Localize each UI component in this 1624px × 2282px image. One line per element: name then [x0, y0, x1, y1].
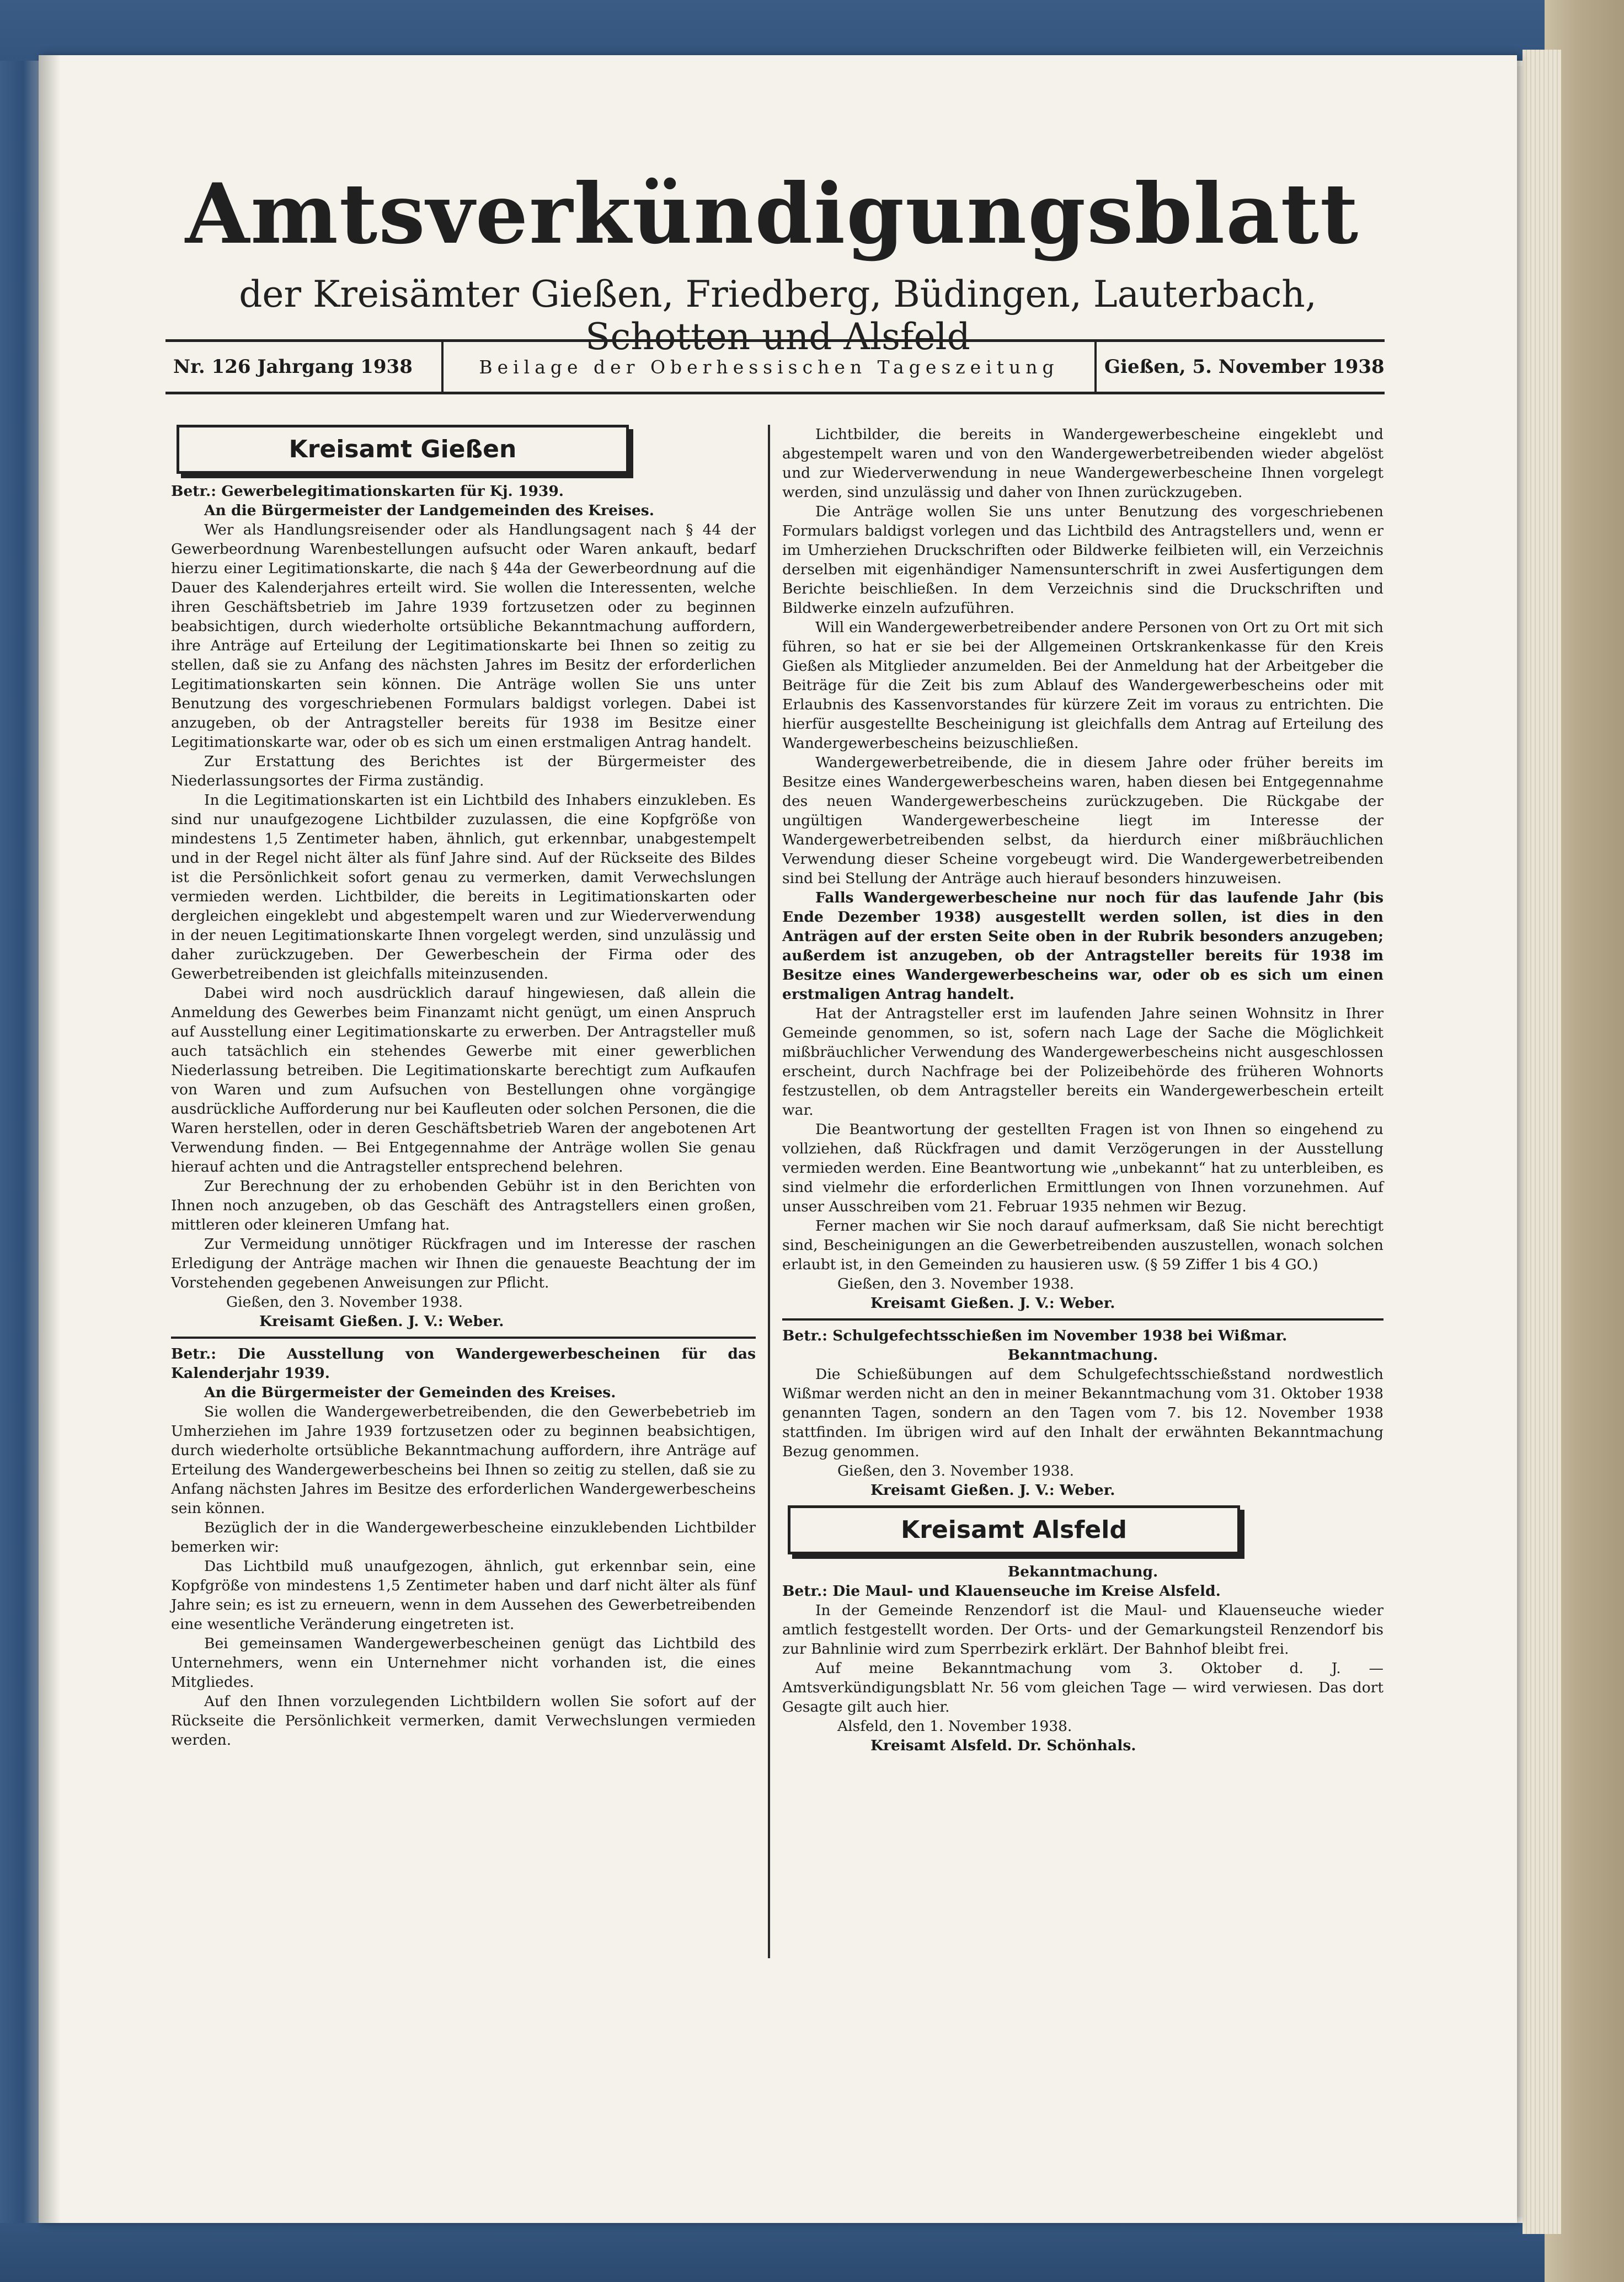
article-subject: Betr.: Schulgefechtsschießen im November 1938 bei Wißmar.	[782, 1327, 1288, 1344]
article-paragraph: Will ein Wandergewerbetreibender andere Personen von Ort zu Ort mit sich führen, so hat er sie bei der Allgemeinen Ortskrankenkasse für den Kreis Gießen als Mitglieder anzumelden. Bei der Anmeldung hat der Arbeitgeber die Beiträge für die Zeit bis zum Ablauf des Wandergewerbescheins oder mit Erlaubnis des Kassenvorstandes für kürzere Zeit im voraus zu entrichten. Die hierfür ausgestellte Bescheinigung ist gleichfalls dem Antrag auf Erteilung des Wandergewerbescheins beizuschließen.	[782, 619, 1383, 752]
article-signature: Kreisamt Gießen. J. V.: Weber.	[259, 1313, 504, 1330]
article-paragraph: Auf meine Bekanntmachung vom 3. Oktober d. J. — Amtsverkündigungsblatt Nr. 56 vom gleichen Tage — wird verwiesen. Das dort Gesagte gilt auch hier.	[782, 1660, 1383, 1715]
masthead-subtitle: der Kreisämter Gießen, Friedberg, Büdingen, Lauterbach, Schotten und Alsfeld	[239, 273, 1317, 358]
section-header-alsfeld: Kreisamt Alsfeld	[788, 1505, 1240, 1554]
article-heading: Bekanntmachung.	[1007, 1346, 1158, 1364]
section-header-giessen: Kreisamt Gießen	[177, 425, 629, 474]
article-date: Alsfeld, den 1. November 1938.	[837, 1718, 1072, 1735]
article-paragraph: Die Beantwortung der gestellten Fragen ist von Ihnen so eingehend zu vollziehen, daß Rückfragen und damit Verzögerungen in der Ausstellung vermieden werden. Eine Beantwortung wie „unbekannt“ hat zu unterbleiben, es sind vielmehr die erforderlichen Ermittlungen von Ihnen vorzunehmen. Auf unser Ausschreiben vom 21. Februar 1935 nehmen wir Bezug.	[782, 1121, 1383, 1215]
article-paragraph: Wandergewerbetreibende, die in diesem Jahre oder früher bereits im Besitze eines Wandergewerbescheins waren, haben diesen bei Entgegennahme des neuen Wandergewerbescheins zurückzugeben. Die Rückgabe der ungültigen Wandergewerbescheine liegt im Interesse der Wandergewerbetreibenden selbst, da hierdurch einer mißbräuchlichen Verwendung dieser Scheine vorgebeugt wird. Die Wandergewerbetreibenden sind bei Stellung der Anträge auch hierauf besonders hinzuweisen.	[782, 754, 1383, 887]
supplement-note: Beilage der Oberhessischen Tageszeitung	[479, 356, 1059, 378]
article-paragraph: Lichtbilder, die bereits in Wandergewerbescheine eingeklebt und abgestempelt waren und von den Wandergewerbetreibenden wieder abgelöst und zur Wiederverwendung in neue Wandergewerbescheine Ihnen vorgelegt werden, sind unzulässig und daher von Ihnen zurückzugeben.	[782, 426, 1383, 501]
article-paragraph: Wer als Handlungsreisender oder als Handlungsagent nach § 44 der Gewerbeordnung Warenbestellungen aufsucht oder Waren ankauft, bedarf hierzu einer Legitimationskarte, die nach § 44a der Gewerbeordnung auf die Dauer des Kalenderjahres erteilt wird. Sie wollen die Interessenten, welche ihren Geschäftsbetrieb im Jahre 1939 fortzusetzen oder zu beginnen beabsichtigen, durch wiederholte ortsübliche Bekanntmachung auffordern, ihre Anträge auf Erteilung der Legitimationskarte bei Ihnen so zeitig zu stellen, daß sie zu Anfang des nächsten Jahres im Besitz der erforderlichen Legitimationskarten sein können. Die Anträge wollen Sie uns unter Benutzung des vorgeschriebenen Formulars baldigst vorlegen. Dabei ist anzugeben, ob der Antragsteller bereits für 1938 im Besitze einer Legitimationskarte war, oder ob es sich um einen erstmaligen Antrag handelt.	[171, 521, 756, 751]
article-paragraph: Zur Erstattung des Berichtes ist der Bürgermeister des Niederlassungsortes der Firma zuständig.	[171, 753, 756, 789]
article-paragraph: Die Anträge wollen Sie uns unter Benutzung des vorgeschriebenen Formulars baldigst vorlegen und das Lichtbild des Antragstellers und, wenn er im Umherziehen Druckschriften oder Bildwerke feilbieten will, ein Verzeichnis derselben mit eigenhändiger Namensunterschrift in zwei Ausfertigungen dem Berichte beischließen. In dem Verzeichnis sind die Druckschriften und Bildwerke einzeln aufzuführen.	[782, 503, 1383, 617]
article-date: Gießen, den 3. November 1938.	[837, 1275, 1074, 1292]
article-signature: Kreisamt Alsfeld. Dr. Schönhals.	[870, 1737, 1136, 1754]
book-cover-bottom	[0, 2223, 1624, 2282]
page-edges	[1522, 50, 1561, 2234]
article-subject: Betr.: Die Ausstellung von Wandergewerbescheinen für das Kalenderjahr 1939.	[171, 1345, 756, 1382]
article-paragraph: Auf den Ihnen vorzulegenden Lichtbildern wollen Sie sofort auf der Rückseite die Persönlichkeit vermerken, damit Verwechslungen vermieden werden.	[171, 1693, 756, 1749]
article-addressee: An die Bürgermeister der Gemeinden des Kreises.	[204, 1384, 616, 1401]
article-heading: Bekanntmachung.	[1007, 1563, 1158, 1580]
article-rule	[171, 1337, 756, 1339]
article-paragraph: In der Gemeinde Renzendorf ist die Maul- und Klauenseuche wieder amtlich festgestellt worden. Der Orts- und der Gemarkungsteil Renzendorf bis zur Bahnlinie wird zum Sperrbezirk erklärt. Der Bahnhof bleibt frei.	[782, 1602, 1383, 1658]
article-paragraph: In die Legitimationskarten ist ein Lichtbild des Inhabers einzukleben. Es sind nur unaufgezogene Lichtbilder zuzulassen, die eine Kopfgröße von mindestens 1,5 Zentimeter haben, ähnlich, gut erkennbar, unabgestempelt und in der Regel nicht älter als fünf Jahre sind. Auf der Rückseite des Bildes ist die Persönlichkeit sofort genau zu vermerken, damit Verwechslungen vermieden werden. Lichtbilder, die bereits in Legitimationskarten oder dergleichen eingeklebt und abgestempelt waren und zur Wiederverwendung in der neuen Legitimationskarte Ihnen vorgelegt werden, sind unzulässig und daher zurückzugeben. Der Gewerbeschein der Firma oder des Gewerbetreibenden ist gleichfalls miteinzusenden.	[171, 792, 756, 982]
article-paragraph: Ferner machen wir Sie noch darauf aufmerksam, daß Sie nicht berechtigt sind, Bescheinigungen an die Gewerbetreibenden auszustellen, wonach solchen erlaubt ist, in den Gemeinden zu hausieren usw. (§ 59 Ziffer 1 bis 4 GO.)	[782, 1217, 1383, 1273]
column-divider	[768, 425, 770, 1958]
article-paragraph: Zur Berechnung der zu erhobenden Gebühr ist in den Berichten von Ihnen noch anzugeben, ob das Geschäft des Antragstellers einen großen, mittleren oder kleineren Umfang hat.	[171, 1178, 756, 1233]
article-paragraph: Falls Wandergewerbescheine nur noch für das laufende Jahr (bis Ende Dezember 1938) ausgestellt werden sollen, ist dies in den Anträgen auf der ersten Seite oben in der Rubrik besonders anzugeben; außerdem ist anzugeben, ob der Antragsteller bereits für 1938 im Besitze eines Wandergewerbescheins war, oder ob es sich um einen erstmaligen Antrag handelt.	[782, 889, 1383, 1003]
gutter-shadow	[39, 55, 61, 2223]
article-addressee: An die Bürgermeister der Landgemeinden des Kreises.	[204, 502, 654, 519]
article-signature: Kreisamt Gießen. J. V.: Weber.	[870, 1295, 1115, 1312]
article-date: Gießen, den 3. November 1938.	[837, 1462, 1074, 1479]
article-signature: Kreisamt Gießen. J. V.: Weber.	[870, 1482, 1115, 1499]
book-binding-left	[0, 0, 39, 2282]
article-paragraph: Bei gemeinsamen Wandergewerbescheinen genügt das Lichtbild des Unternehmers, wenn ein Unternehmer nicht vorhanden ist, die eines Mitgliedes.	[171, 1635, 756, 1691]
article-paragraph: Dabei wird noch ausdrücklich darauf hingewiesen, daß allein die Anmeldung des Gewerbes beim Finanzamt nicht genügt, um einen Anspruch auf Ausstellung einer Legitimationskarte zu erwerben. Der Antragsteller muß auch tatsächlich ein stehendes Gewerbe mit einer gewerblichen Niederlassung betreiben. Die Legitimationskarte berechtigt zum Aufkaufen von Waren und zum Aufsuchen von Bestellungen ohne vorgängige ausdrückliche Aufforderung nur bei Kaufleuten oder solchen Personen, die die Waren herstellen, oder in deren Geschäftsbetrieb Waren der angebotenen Art Verwendung finden. — Bei Entgegennahme der Anträge wollen Sie genau hierauf achten und die Antragsteller entsprechend belehren.	[171, 985, 756, 1175]
right-column	[782, 425, 1383, 1755]
book-cover-top	[0, 0, 1624, 61]
masthead-title: Amtsverkündigungsblatt	[185, 165, 1360, 263]
left-column	[171, 425, 756, 1750]
issue-number: Nr. 126 Jahrgang 1938	[173, 356, 413, 378]
article-paragraph: Sie wollen die Wandergewerbetreibenden, die den Gewerbebetrieb im Umherziehen im Jahre 1939 fortzusetzen oder zu beginnen beabsichtigen, durch wiederholte ortsübliche Bekanntmachung auffordern, ihre Anträge auf Erteilung des Wandergewerbescheins bei Ihnen so zeitig zu stellen, daß sie zu Anfang nächsten Jahres im Besitze des erforderlichen Wandergewerbescheins sein können.	[171, 1403, 756, 1517]
article-paragraph: Zur Vermeidung unnötiger Rückfragen und im Interesse der raschen Erledigung der Anträge machen wir Ihnen die genaueste Beachtung der im Vorstehenden gegebenen Anweisungen zur Pflicht.	[171, 1236, 756, 1291]
article-paragraph: Das Lichtbild muß unaufgezogen, ähnlich, gut erkennbar sein, eine Kopfgröße von mindestens 1,5 Zentimeter haben und darf nicht älter als fünf Jahre sein; es ist zu erneuern, wenn in dem Aussehen des Gewerbetreibenden eine wesentliche Veränderung eingetreten ist.	[171, 1558, 756, 1633]
issue-info-bar	[165, 339, 1385, 394]
article-paragraph: Hat der Antragsteller erst im laufenden Jahre seinen Wohnsitz in Ihrer Gemeinde genommen, so ist, sofern nach Lage der Sache die Möglichkeit mißbräuchlicher Verwendung des Wandergewerbescheins nicht ausgeschlossen erscheint, durch Nachfrage bei der Polizeibehörde des früheren Wohnorts festzustellen, ob dem Antragsteller bereits ein Wandergewerbeschein erteilt war.	[782, 1005, 1383, 1119]
article-rule	[782, 1318, 1383, 1321]
article-subject: Betr.: Die Maul- und Klauenseuche im Kreise Alsfeld.	[782, 1583, 1221, 1600]
issue-date: Gießen, 5. November 1938	[1104, 356, 1385, 378]
article-date: Gießen, den 3. November 1938.	[226, 1294, 463, 1311]
article-subject: Betr.: Gewerbelegitimationskarten für Kj. 1939.	[171, 483, 564, 500]
article-paragraph: Bezüglich der in die Wandergewerbescheine einzuklebenden Lichtbilder bemerken wir:	[171, 1519, 756, 1556]
article-paragraph: Die Schießübungen auf dem Schulgefechtsschießstand nordwestlich Wißmar werden nicht an den in meiner Bekanntmachung vom 31. Oktober 1938 genannten Tagen, sondern an den Tagen vom 7. bis 12. November 1938 stattfinden. Im übrigen wird auf den Inhalt der erwähnten Bekanntmachung Bezug genommen.	[782, 1366, 1383, 1460]
